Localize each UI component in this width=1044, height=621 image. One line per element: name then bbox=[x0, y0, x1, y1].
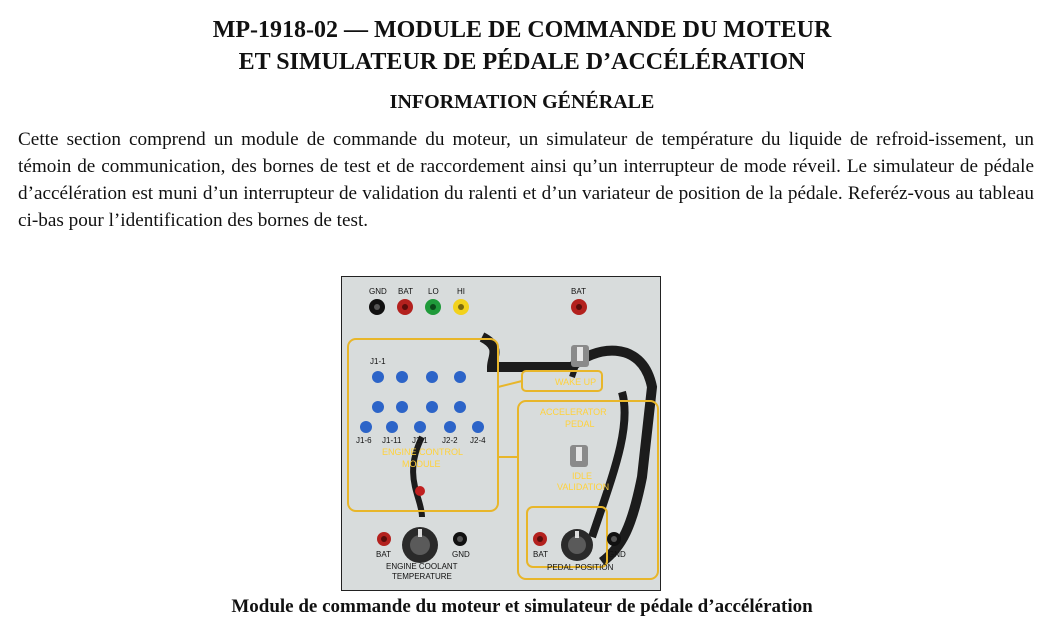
pedal-jack-gnd[interactable] bbox=[607, 532, 621, 546]
label-idle-2: VALIDATION bbox=[557, 482, 610, 492]
label-j1-1: J1-1 bbox=[370, 357, 386, 366]
wake-up-switch[interactable] bbox=[571, 345, 589, 367]
jack-bat-right[interactable] bbox=[571, 299, 587, 315]
label-wake-up: WAKE UP bbox=[555, 377, 597, 387]
pedal-jack-bat[interactable] bbox=[533, 532, 547, 546]
label-lo: LO bbox=[428, 287, 439, 296]
label-pedal-position: PEDAL POSITION bbox=[547, 563, 614, 572]
jack-hi[interactable] bbox=[453, 299, 469, 315]
figure-caption: Module de commande du moteur et simulateur de pédale d’accélération bbox=[231, 596, 813, 617]
label-pedal-gnd: GND bbox=[608, 550, 626, 559]
jack-gnd[interactable] bbox=[369, 299, 385, 315]
page-title-line-1: MP-1918-02 — MODULE DE COMMANDE DU MOTEUR bbox=[212, 17, 832, 43]
label-hi: HI bbox=[457, 287, 465, 296]
section-heading: INFORMATION GÉNÉRALE bbox=[389, 91, 655, 113]
label-idle-1: IDLE bbox=[572, 471, 593, 481]
coolant-jack-gnd[interactable] bbox=[453, 532, 467, 546]
body-paragraph: Cette section comprend un module de commande du moteur, un simulateur de température du liquide de refroid-issement, un témoin de communication, des bornes de test et de raccordement ainsi qu’un interrupteur de mode réveil. Le simulateur de pédale d’accélération est muni d’un interrupteur de validation du ralenti et d’un variateur de position de la pédale. Referéz-vous au tableau ci-bas pour l’identification des bornes de test. bbox=[18, 129, 1034, 231]
label-coolant-1: ENGINE COOLANT bbox=[386, 562, 458, 571]
label-j2-2: J2-2 bbox=[442, 436, 458, 445]
label-j2-4: J2-4 bbox=[470, 436, 486, 445]
label-accelerator-2: PEDAL bbox=[565, 419, 595, 429]
label-coolant-gnd: GND bbox=[452, 550, 470, 559]
label-j1-6: J1-6 bbox=[356, 436, 372, 445]
label-gnd: GND bbox=[369, 287, 387, 296]
label-coolant-bat: BAT bbox=[376, 550, 391, 559]
module-photo bbox=[341, 276, 661, 591]
label-bat-right: BAT bbox=[571, 287, 586, 296]
label-j2-1: J2-1 bbox=[412, 436, 428, 445]
jack-bat[interactable] bbox=[397, 299, 413, 315]
label-pedal-bat: BAT bbox=[533, 550, 548, 559]
pedal-position-knob[interactable] bbox=[561, 529, 593, 561]
idle-validation-switch[interactable] bbox=[570, 445, 588, 467]
page-title-line-2: ET SIMULATEUR DE PÉDALE D’ACCÉLÉRATION bbox=[238, 49, 806, 75]
coolant-temperature-knob[interactable] bbox=[402, 527, 438, 563]
jack-lo[interactable] bbox=[425, 299, 441, 315]
communication-led bbox=[415, 486, 425, 496]
label-bat: BAT bbox=[398, 287, 413, 296]
label-coolant-2: TEMPERATURE bbox=[392, 572, 452, 581]
label-ecm-1: ENGINE CONTROL bbox=[382, 447, 464, 457]
coolant-jack-bat[interactable] bbox=[377, 532, 391, 546]
label-accelerator-1: ACCELERATOR bbox=[540, 407, 607, 417]
label-ecm-2: MODULE bbox=[402, 459, 441, 469]
label-j1-11: J1-11 bbox=[382, 436, 402, 445]
